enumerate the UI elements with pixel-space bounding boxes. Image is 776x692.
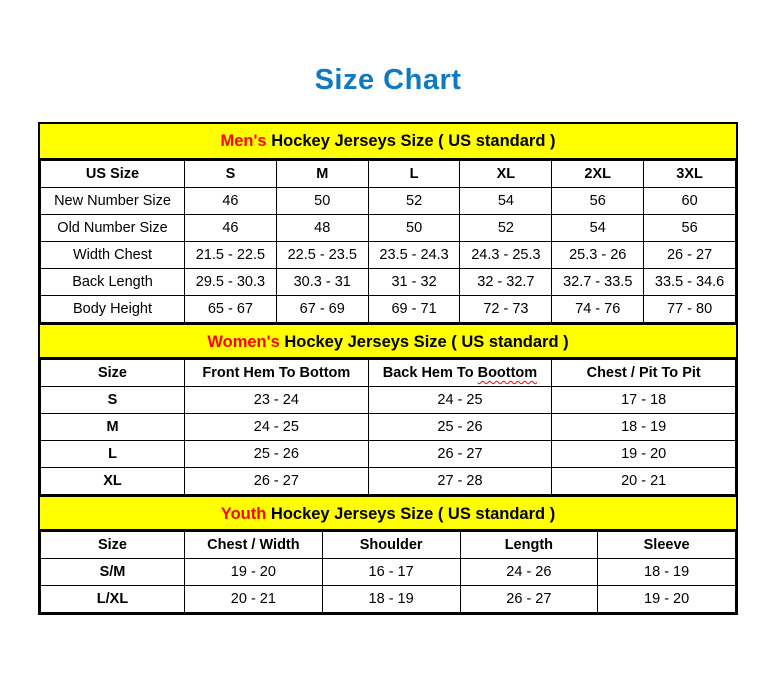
size-chart-frame	[38, 122, 738, 615]
youth-col-header-size: Size	[41, 532, 185, 559]
table-cell: 74 - 76	[552, 296, 644, 323]
row-label: XL	[41, 468, 185, 495]
row-label: Old Number Size	[41, 215, 185, 242]
youth-section-banner	[40, 495, 736, 531]
womens-size-table	[40, 359, 736, 495]
table-cell: 19 - 20	[185, 559, 323, 586]
womens-col-header-size: Size	[41, 360, 185, 387]
row-label: L/XL	[41, 586, 185, 613]
table-cell: 25.3 - 26	[552, 242, 644, 269]
row-label: New Number Size	[41, 188, 185, 215]
table-cell: 56	[552, 188, 644, 215]
table-cell: 20 - 21	[552, 468, 736, 495]
youth-col-header-sleeve: Sleeve	[598, 532, 736, 559]
mens-row-old-number-size	[41, 215, 736, 242]
table-cell: 77 - 80	[644, 296, 736, 323]
back-hem-label-prefix: Back Hem To	[382, 365, 478, 381]
table-cell: 19 - 20	[552, 441, 736, 468]
table-cell: 21.5 - 22.5	[185, 242, 277, 269]
size-chart-page	[0, 62, 776, 615]
youth-size-table	[40, 531, 736, 613]
womens-row-m	[41, 414, 736, 441]
womens-header-row	[41, 360, 736, 387]
row-label: Width Chest	[41, 242, 185, 269]
table-cell: 18 - 19	[552, 414, 736, 441]
table-cell: 72 - 73	[460, 296, 552, 323]
youth-col-header-shoulder: Shoulder	[322, 532, 460, 559]
mens-size-table	[40, 160, 736, 323]
mens-col-header-m: M	[276, 161, 368, 188]
table-cell: 24 - 26	[460, 559, 598, 586]
table-cell: 23 - 24	[185, 387, 369, 414]
mens-row-back-length	[41, 269, 736, 296]
mens-row-width-chest	[41, 242, 736, 269]
womens-row-s	[41, 387, 736, 414]
row-label: S/M	[41, 559, 185, 586]
table-cell: 29.5 - 30.3	[185, 269, 277, 296]
mens-col-header-l: L	[368, 161, 460, 188]
mens-col-header-2xl: 2XL	[552, 161, 644, 188]
mens-row-new-number-size	[41, 188, 736, 215]
youth-row-sm	[41, 559, 736, 586]
womens-col-header-back-hem	[368, 360, 552, 387]
table-cell: 69 - 71	[368, 296, 460, 323]
row-label: Body Height	[41, 296, 185, 323]
table-cell: 67 - 69	[276, 296, 368, 323]
table-cell: 18 - 19	[598, 559, 736, 586]
mens-col-header-s: S	[185, 161, 277, 188]
table-cell: 26 - 27	[368, 441, 552, 468]
table-cell: 25 - 26	[185, 441, 369, 468]
table-cell: 46	[185, 188, 277, 215]
youth-banner-text: Hockey Jerseys Size ( US standard )	[266, 505, 556, 523]
table-cell: 26 - 27	[644, 242, 736, 269]
table-cell: 54	[460, 188, 552, 215]
row-label: S	[41, 387, 185, 414]
womens-row-l	[41, 441, 736, 468]
mens-col-header-3xl: 3XL	[644, 161, 736, 188]
table-cell: 46	[185, 215, 277, 242]
table-cell: 30.3 - 31	[276, 269, 368, 296]
table-cell: 31 - 32	[368, 269, 460, 296]
mens-row-body-height	[41, 296, 736, 323]
back-hem-misspelled-word: Boottom	[477, 365, 538, 381]
table-cell: 50	[368, 215, 460, 242]
mens-header-row	[41, 161, 736, 188]
mens-col-header-xl: XL	[460, 161, 552, 188]
womens-section-banner	[40, 323, 736, 359]
youth-col-header-length: Length	[460, 532, 598, 559]
youth-row-lxl	[41, 586, 736, 613]
table-cell: 56	[644, 215, 736, 242]
table-cell: 60	[644, 188, 736, 215]
table-cell: 16 - 17	[322, 559, 460, 586]
mens-col-header-us-size: US Size	[41, 161, 185, 188]
table-cell: 33.5 - 34.6	[644, 269, 736, 296]
table-cell: 32 - 32.7	[460, 269, 552, 296]
table-cell: 17 - 18	[552, 387, 736, 414]
row-label: Back Length	[41, 269, 185, 296]
table-cell: 54	[552, 215, 644, 242]
womens-row-xl	[41, 468, 736, 495]
table-cell: 50	[276, 188, 368, 215]
table-cell: 52	[368, 188, 460, 215]
table-cell: 32.7 - 33.5	[552, 269, 644, 296]
youth-header-row	[41, 532, 736, 559]
table-cell: 26 - 27	[460, 586, 598, 613]
table-cell: 25 - 26	[368, 414, 552, 441]
table-cell: 52	[460, 215, 552, 242]
youth-col-header-chest-width: Chest / Width	[185, 532, 323, 559]
womens-col-header-chest: Chest / Pit To Pit	[552, 360, 736, 387]
womens-banner-highlight: Women's	[207, 333, 280, 351]
mens-banner-text: Hockey Jerseys Size ( US standard )	[266, 132, 556, 150]
table-cell: 22.5 - 23.5	[276, 242, 368, 269]
table-cell: 27 - 28	[368, 468, 552, 495]
table-cell: 23.5 - 24.3	[368, 242, 460, 269]
page-title: Size Chart	[314, 64, 462, 96]
table-cell: 18 - 19	[322, 586, 460, 613]
table-cell: 24 - 25	[368, 387, 552, 414]
table-cell: 26 - 27	[185, 468, 369, 495]
mens-banner-highlight: Men's	[220, 132, 267, 150]
table-cell: 24 - 25	[185, 414, 369, 441]
table-cell: 65 - 67	[185, 296, 277, 323]
table-cell: 24.3 - 25.3	[460, 242, 552, 269]
table-cell: 19 - 20	[598, 586, 736, 613]
womens-col-header-front-hem: Front Hem To Bottom	[185, 360, 369, 387]
table-cell: 48	[276, 215, 368, 242]
womens-banner-text: Hockey Jerseys Size ( US standard )	[279, 333, 569, 351]
mens-section-banner	[40, 124, 736, 160]
row-label: L	[41, 441, 185, 468]
row-label: M	[41, 414, 185, 441]
table-cell: 20 - 21	[185, 586, 323, 613]
youth-banner-highlight: Youth	[220, 505, 267, 523]
